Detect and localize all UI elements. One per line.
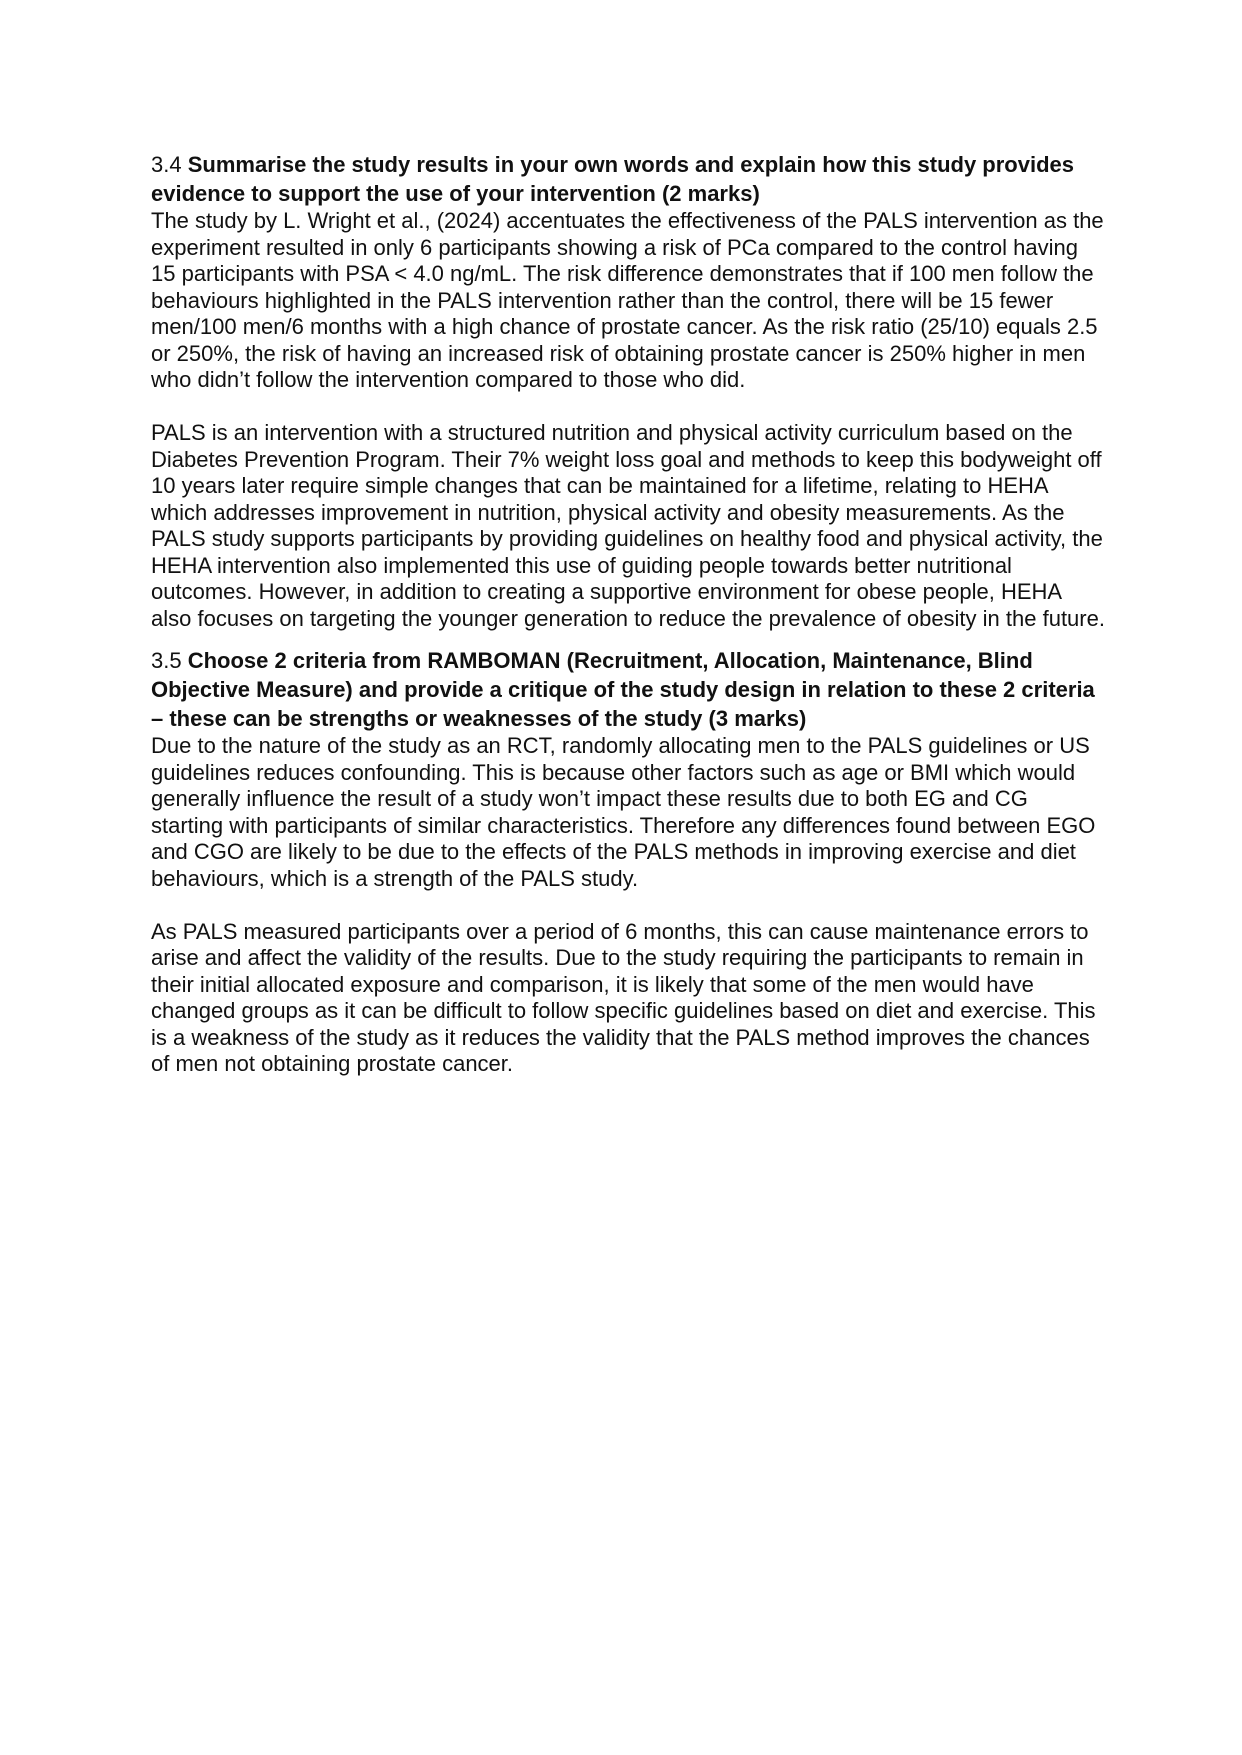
section-heading [151,150,1106,208]
section-3-5 [151,646,1106,1078]
paragraph: PALS is an intervention with a structured nutrition and physical activity curriculum based on the Diabetes Prevention Program. Their 7% weight loss goal and methods to keep this bodyweight off 10 years later require simple changes that can be maintained for a lifetime, relating to HEHA which addresses improvement in nutrition, physical activity and obesity measurements. As the PALS study supports participants by providing guidelines on healthy food and physical activity, the HEHA intervention also implemented this use of guiding people towards better nutritional outcomes. However, in addition to creating a supportive environment for obese people, HEHA also focuses on targeting the younger generation to reduce the prevalence of obesity in the future. [151,420,1105,631]
paragraph: Due to the nature of the study as an RCT, randomly allocating men to the PALS guidelines or US guidelines reduces confounding. This is because other factors such as age or BMI which would generally influence the result of a study won’t impact these results due to both EG and CG starting with participants of similar characteristics. Therefore any differences found between EGO and CGO are likely to be due to the effects of the PALS methods in improving exercise and diet behaviours, which is a strength of the PALS study. [151,733,1096,891]
document-page [151,150,1106,1078]
section-heading [151,646,1106,733]
section-question: Summarise the study results in your own words and explain how this study provides evidence to support the use of your intervention (2 marks) [151,152,1075,206]
section-3-4 [151,150,1106,632]
paragraph: The study by L. Wright et al., (2024) accentuates the effectiveness of the PALS intervention as the experiment resulted in only 6 participants showing a risk of PCa compared to the control having 15 participants with PSA < 4.0 ng/mL. The risk difference demonstrates that if 100 men follow the behaviours highlighted in the PALS intervention rather than the control, there will be 15 fewer men/100 men/6 months with a high chance of prostate cancer. As the risk ratio (25/10) equals 2.5 or 250%, the risk of having an increased risk of obtaining prostate cancer is 250% higher in men who didn’t follow the intervention compared to those who did. [151,208,1104,392]
paragraph-gap [151,892,1106,919]
section-gap [151,632,1106,646]
section-number: 3.5 [151,648,182,673]
paragraph: As PALS measured participants over a period of 6 months, this can cause maintenance errors to arise and affect the validity of the results. Due to the study requiring the participants to remain in their initial allocated exposure and comparison, it is likely that some of the men would have changed groups as it can be difficult to follow specific guidelines based on diet and exercise. This is a weakness of the study as it reduces the validity that the PALS method improves the chances of men not obtaining prostate cancer. [151,918,1096,1076]
section-number: 3.4 [151,152,182,177]
paragraph-gap [151,394,1106,421]
section-question: Choose 2 criteria from RAMBOMAN (Recruitment, Allocation, Maintenance, Blind Objective Measure) and provide a critique of the study design in relation to these 2 criteria – these can be strengths or weaknesses of the study (3 marks) [151,648,1095,731]
